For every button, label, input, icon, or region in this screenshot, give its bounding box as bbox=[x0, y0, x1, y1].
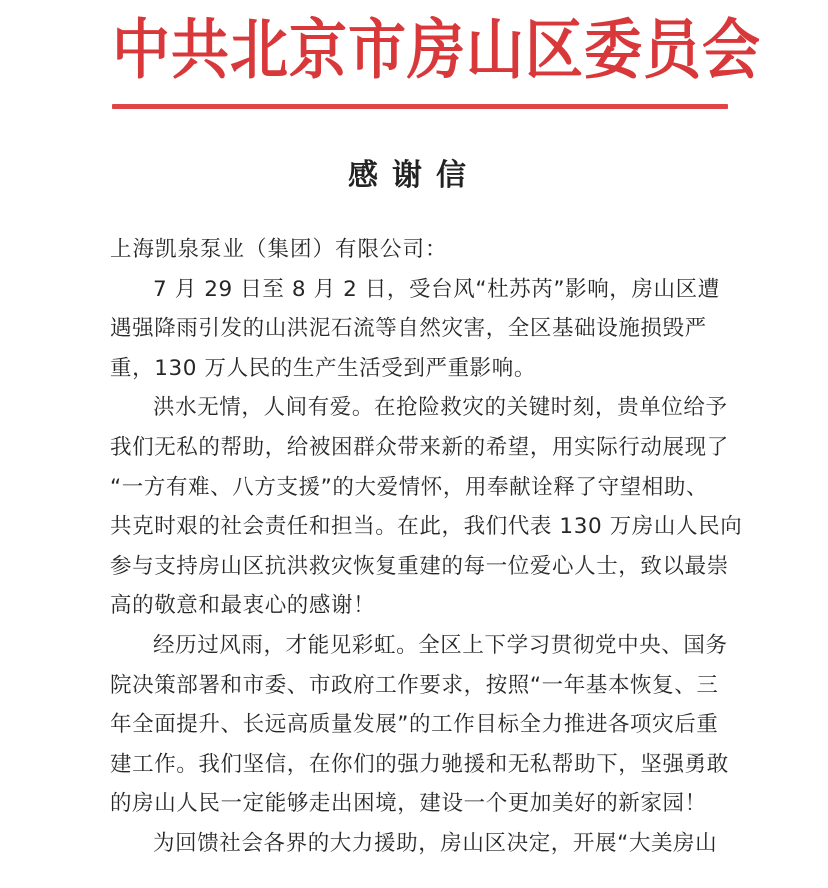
letterhead-red-rule bbox=[112, 104, 728, 109]
paragraph-line: 我们无私的帮助，给被困群众带来新的希望，用实际行动展现了 bbox=[110, 434, 729, 460]
document-title: 感谢信 bbox=[348, 158, 480, 193]
paragraph-3 bbox=[110, 626, 735, 824]
paragraph-1 bbox=[110, 270, 735, 389]
paragraph-line: 洪水无情，人间有爱。在抢险救灾的关键时刻，贵单位给予 bbox=[153, 395, 728, 421]
paragraph-line: 为回馈社会各界的大力援助，房山区决定，开展“大美房山 bbox=[153, 830, 718, 856]
paragraph-2 bbox=[110, 388, 743, 626]
paragraph-line: 重，130 万人民的生产生活受到严重影响。 bbox=[110, 355, 536, 381]
paragraph-line: 经历过风雨，才能见彩虹。全区上下学习贯彻党中央、国务 bbox=[153, 632, 728, 658]
paragraph-line: 参与支持房山区抗洪救灾恢复重建的每一位爱心人士，致以最崇 bbox=[110, 553, 729, 579]
paragraph-line: 7 月 29 日至 8 月 2 日，受台风“杜苏芮”影响，房山区遭 bbox=[153, 276, 720, 302]
paragraph-line: 的房山人民一定能够走出困境，建设一个更加美好的新家园！ bbox=[110, 791, 707, 817]
paragraph-line: 院决策部署和市委、市政府工作要求，按照“一年基本恢复、三 bbox=[110, 672, 719, 698]
paragraph-4 bbox=[110, 824, 735, 864]
salutation: 上海凯泉泵业（集团）有限公司： bbox=[110, 237, 448, 262]
paragraph-line: “一方有难、八方支援”的大爱情怀，用奉献诠释了守望相助、 bbox=[110, 474, 709, 500]
paragraph-line: 年全面提升、长远高质量发展”的工作目标全力推进各项灾后重 bbox=[110, 712, 719, 738]
paragraph-line: 遇强降雨引发的山洪泥石流等自然灾害，全区基础设施损毁严 bbox=[110, 316, 707, 342]
letter-body bbox=[110, 230, 743, 864]
paragraph-line: 共克时艰的社会责任和担当。在此，我们代表 130 万房山人民向 bbox=[110, 514, 743, 540]
paragraph-line: 建工作。我们坚信，在你们的强力驰援和无私帮助下，坚强勇敢 bbox=[110, 751, 729, 777]
letterhead-org-name: 中共北京市房山区委员会 bbox=[112, 11, 762, 88]
paragraph-line: 高的敬意和最衷心的感谢！ bbox=[110, 593, 376, 619]
